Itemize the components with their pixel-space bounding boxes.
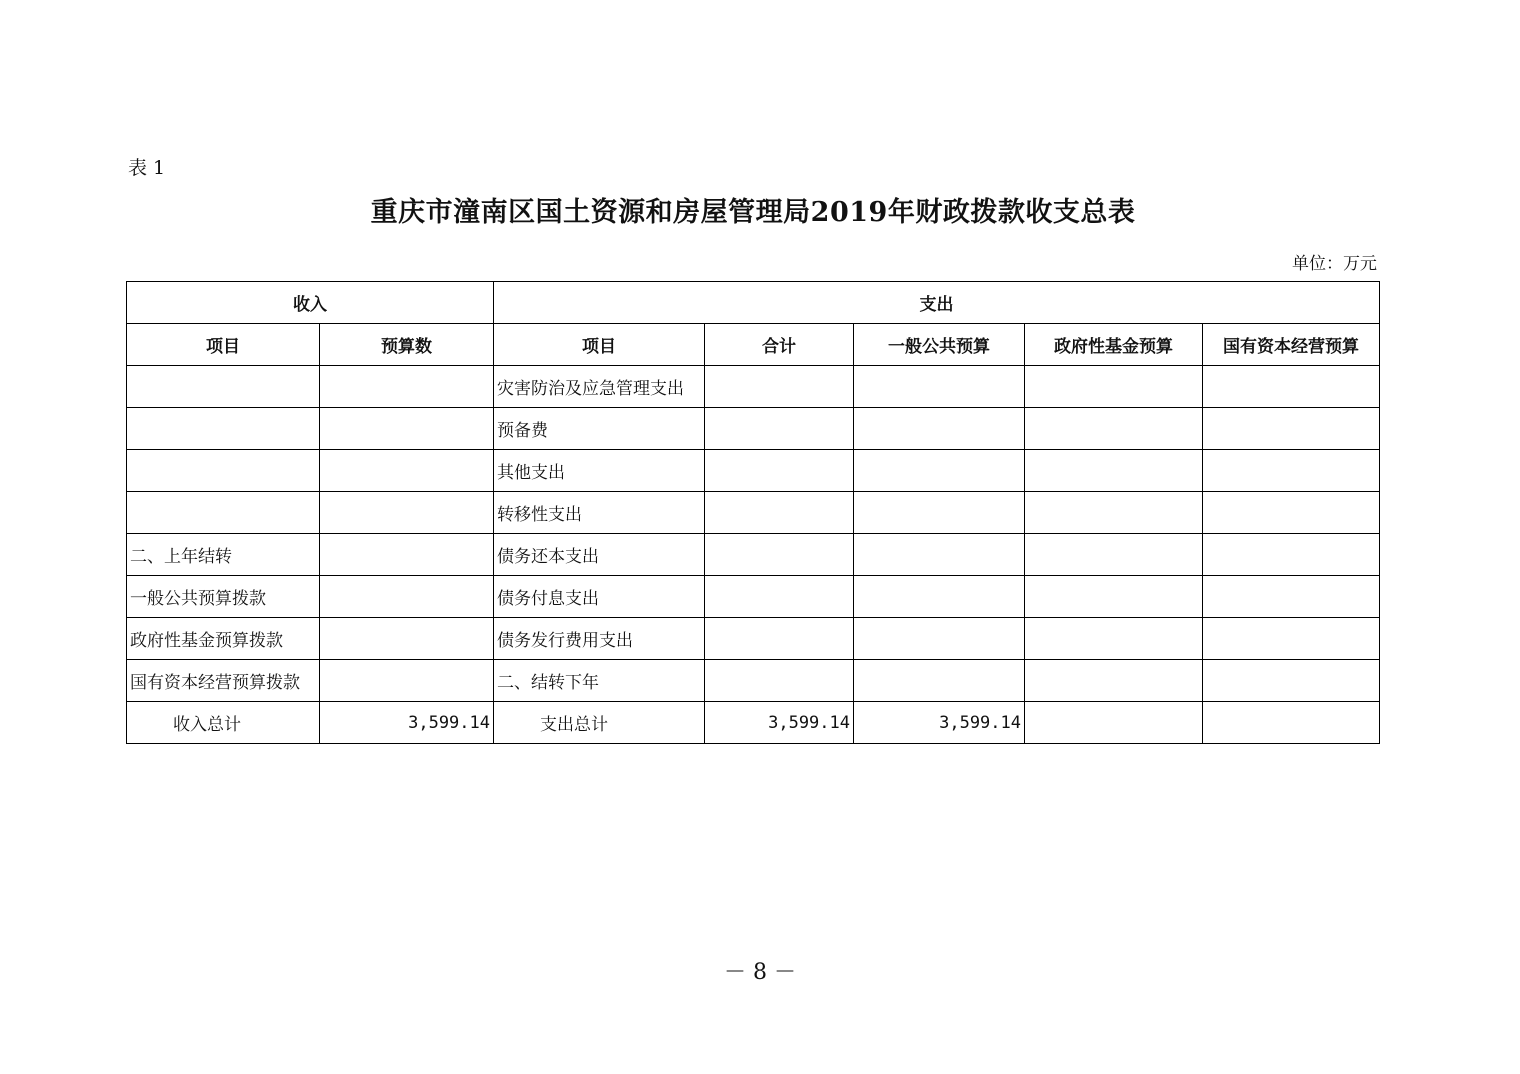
total-cell [705,450,854,492]
expense-item-cell: 灾害防治及应急管理支出 [494,366,705,408]
income-budget-cell [320,450,494,492]
state-capital-cell [1203,450,1380,492]
column-header-row [127,324,1380,366]
budget-table [126,281,1380,744]
income-item-cell: 国有资本经营预算拨款 [127,660,320,702]
income-budget-cell [320,534,494,576]
general-budget-cell [854,366,1025,408]
total-cell [705,408,854,450]
total-cell [705,534,854,576]
table-row [127,366,1380,408]
gov-fund-cell [1025,660,1203,702]
general-budget-cell [854,660,1025,702]
income-budget-cell [320,618,494,660]
income-item-cell [127,492,320,534]
total-cell [705,660,854,702]
document-title: 重庆市潼南区国土资源和房屋管理局2019年财政拨款收支总表 [370,197,1136,228]
expense-group-header: 支出 [494,282,1380,324]
total-cell [705,492,854,534]
table-row [127,492,1380,534]
unit-label: 单位：万元 [1292,254,1377,274]
income-total-value: 3,599.14 [320,702,494,744]
state-capital-total-value [1203,702,1380,744]
income-item-cell: 二、上年结转 [127,534,320,576]
income-budget-cell [320,576,494,618]
column-header-state-capital-budget: 国有资本经营预算 [1203,324,1380,366]
income-budget-cell [320,492,494,534]
general-budget-total-value: 3,599.14 [854,702,1025,744]
gov-fund-cell [1025,492,1203,534]
state-capital-cell [1203,366,1380,408]
gov-fund-cell [1025,618,1203,660]
expense-total-value: 3,599.14 [705,702,854,744]
expense-total-label: 支出总计 [494,702,705,744]
expense-item-cell: 预备费 [494,408,705,450]
table-row [127,660,1380,702]
group-header-row [127,282,1380,324]
gov-fund-total-value [1025,702,1203,744]
column-header-gov-fund-budget: 政府性基金预算 [1025,324,1203,366]
column-header-expense-item: 项目 [494,324,705,366]
state-capital-cell [1203,576,1380,618]
general-budget-cell [854,408,1025,450]
gov-fund-cell [1025,576,1203,618]
table-row [127,408,1380,450]
income-total-label: 收入总计 [127,702,320,744]
table-row [127,576,1380,618]
general-budget-cell [854,534,1025,576]
column-header-income-item: 项目 [127,324,320,366]
income-budget-cell [320,408,494,450]
state-capital-cell [1203,618,1380,660]
general-budget-cell [854,576,1025,618]
gov-fund-cell [1025,534,1203,576]
income-item-cell [127,366,320,408]
income-item-cell: 一般公共预算拨款 [127,576,320,618]
table-label: 表 1 [128,157,166,179]
gov-fund-cell [1025,366,1203,408]
column-header-general-budget: 一般公共预算 [854,324,1025,366]
gov-fund-cell [1025,408,1203,450]
table-row [127,618,1380,660]
expense-item-cell: 债务还本支出 [494,534,705,576]
expense-item-cell: 债务付息支出 [494,576,705,618]
expense-item-cell: 二、结转下年 [494,660,705,702]
column-header-income-budget: 预算数 [320,324,494,366]
income-item-cell [127,450,320,492]
income-budget-cell [320,366,494,408]
page-number: － 8 － [724,960,796,985]
income-budget-cell [320,660,494,702]
totals-row [127,702,1380,744]
expense-item-cell: 转移性支出 [494,492,705,534]
table-row [127,450,1380,492]
expense-item-cell: 债务发行费用支出 [494,618,705,660]
income-item-cell [127,408,320,450]
income-item-cell: 政府性基金预算拨款 [127,618,320,660]
income-group-header: 收入 [127,282,494,324]
total-cell [705,618,854,660]
table-row [127,534,1380,576]
state-capital-cell [1203,408,1380,450]
general-budget-cell [854,618,1025,660]
total-cell [705,366,854,408]
total-cell [705,576,854,618]
state-capital-cell [1203,534,1380,576]
column-header-total: 合计 [705,324,854,366]
general-budget-cell [854,492,1025,534]
general-budget-cell [854,450,1025,492]
expense-item-cell: 其他支出 [494,450,705,492]
gov-fund-cell [1025,450,1203,492]
state-capital-cell [1203,492,1380,534]
state-capital-cell [1203,660,1380,702]
